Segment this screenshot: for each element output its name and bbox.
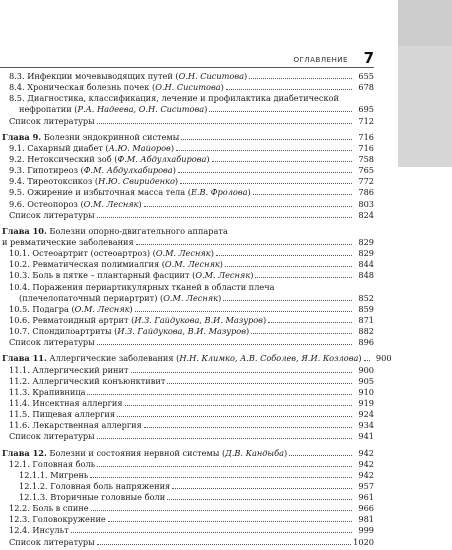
toc-entry[interactable] — [2, 293, 374, 304]
toc-entry-title — [9, 116, 95, 127]
dot-leader — [255, 270, 352, 278]
dot-leader — [97, 337, 352, 345]
toc-page-number: 924 — [358, 409, 374, 420]
toc-entry[interactable] — [2, 398, 374, 409]
toc-entry-text: Список литературы — [9, 536, 95, 547]
toc-page-number: 829 — [358, 236, 374, 247]
toc-entry-title — [19, 470, 88, 481]
dot-leader — [176, 143, 352, 151]
toc-entry-author: Е.В. Фролова — [190, 187, 248, 198]
toc-entry[interactable] — [2, 143, 374, 154]
page-number: 7 — [363, 49, 374, 67]
toc-entry-title — [2, 448, 287, 459]
toc-page-number: 919 — [358, 397, 374, 408]
toc-entry-punct: ) — [283, 447, 288, 458]
toc-entry[interactable] — [2, 154, 374, 165]
dot-leader — [90, 470, 352, 478]
dot-leader — [125, 398, 353, 406]
toc-entry-punct: ) — [358, 353, 362, 364]
chapter-number: Глава 12. — [2, 447, 47, 458]
toc-entry-punct: ) — [244, 71, 248, 81]
toc-entry[interactable] — [2, 71, 374, 82]
toc-entry-author: Д.В. Кандыба — [225, 447, 284, 458]
toc-entry-title — [2, 132, 179, 143]
toc-entry-text: 11.6. Лекарственная аллергия — [9, 420, 142, 431]
dot-leader — [87, 387, 352, 395]
page-edge-margin — [398, 46, 452, 167]
toc-page-number: 942 — [358, 458, 374, 469]
toc-entry[interactable] — [2, 270, 374, 281]
toc-entry[interactable] — [2, 337, 374, 348]
toc-entry-title: 8.5. Диагностика, классификация, лечение и профилактика диабетической — [9, 93, 339, 104]
toc-entry[interactable] — [2, 470, 374, 481]
toc-entry[interactable] — [2, 199, 374, 210]
toc-page-number: 1020 — [353, 536, 374, 547]
toc-entry-title — [9, 304, 133, 315]
toc-entry-punct: ) — [129, 303, 133, 314]
toc-entry[interactable] — [2, 409, 374, 420]
toc-page-number: 844 — [358, 259, 374, 270]
toc-entry[interactable] — [2, 237, 374, 248]
toc-entry-punct: ) — [247, 187, 251, 198]
dot-leader — [131, 365, 353, 373]
toc-entry[interactable] — [2, 304, 374, 315]
toc-entry-text: 9.4. Тиреотоксикоз ( — [9, 176, 99, 187]
toc-entry-title — [9, 187, 251, 198]
toc-page-number: 786 — [358, 187, 374, 198]
dot-leader — [268, 315, 352, 323]
toc-page-number: 966 — [358, 503, 374, 514]
toc-page-number: 678 — [358, 82, 374, 93]
toc-chapter-heading[interactable] — [2, 448, 374, 459]
toc-entry-punct: ) — [174, 176, 179, 187]
chapter-number: Глава 9. — [2, 131, 42, 142]
toc-page-number: 900 — [358, 364, 374, 375]
toc-entry-punct: ) — [262, 314, 267, 325]
toc-entry[interactable] — [2, 481, 374, 492]
dot-leader — [136, 237, 352, 245]
toc-page-number: 882 — [358, 326, 374, 337]
toc-entry-author: О.Н. Сиситова — [178, 71, 245, 81]
toc-entry-punct: ) — [218, 292, 222, 303]
dot-leader — [167, 376, 352, 384]
toc-entry[interactable] — [2, 326, 374, 337]
toc-entry-title — [9, 514, 106, 525]
dot-leader — [249, 71, 352, 79]
dot-leader — [97, 116, 352, 124]
toc-page-number: 981 — [358, 514, 374, 525]
dot-leader — [135, 304, 352, 312]
toc-entry[interactable] — [2, 259, 374, 270]
toc-entry-title — [19, 293, 221, 304]
dot-leader — [167, 492, 352, 500]
toc-entry-title — [9, 165, 176, 176]
toc-entry-punct: ) — [246, 326, 250, 337]
dot-leader — [91, 503, 352, 511]
toc-chapter-heading[interactable] — [2, 353, 392, 364]
dot-leader — [209, 104, 352, 112]
toc-entry[interactable] — [2, 116, 374, 127]
toc-page-number: 824 — [358, 209, 374, 220]
toc-page-number: 859 — [358, 303, 374, 314]
toc-entry[interactable] — [2, 376, 374, 387]
toc-entry-punct: ) — [219, 259, 223, 270]
toc-entry-title — [19, 104, 207, 115]
toc-entry-punct: ) — [210, 248, 214, 259]
toc-page-number: 900 — [375, 353, 392, 364]
toc-page-number: 852 — [358, 292, 374, 303]
toc-entry-title — [19, 492, 165, 503]
toc-entry-text: 10.2. Ревматическая полимиалгия ( — [9, 259, 165, 270]
toc-entry-title — [9, 420, 142, 431]
toc-entry[interactable] — [2, 492, 374, 503]
toc-entry-text: 9.5. Ожирение и избыточная масса тела ( — [9, 187, 191, 198]
toc-entry-author: Ф.М. Абдулхабирова — [117, 153, 207, 164]
toc-entry-text: и ревматические заболевания — [2, 236, 134, 247]
toc-entry-text: 10.5. Подагра ( — [9, 303, 75, 314]
dot-leader — [97, 459, 352, 467]
toc-entry-title — [9, 365, 129, 376]
toc-entry-title — [9, 315, 266, 326]
toc-page-number: 772 — [358, 176, 374, 187]
dot-leader — [251, 326, 352, 334]
page-header — [0, 49, 374, 67]
toc-entry-text: 11.1. Аллергический ринит — [9, 364, 129, 375]
toc-entry-title — [9, 537, 95, 548]
toc-entry-title — [9, 459, 95, 470]
toc-entry-text: 8.3. Инфекции мочевыводящих путей ( — [9, 71, 179, 81]
toc-entry-title — [9, 337, 95, 348]
table-of-contents — [2, 71, 392, 548]
dot-leader — [225, 259, 352, 267]
toc-entry-author: И.З. Гайдукова, В.И. Мазуров — [134, 314, 263, 325]
dot-leader — [223, 293, 352, 301]
dot-leader — [216, 248, 352, 256]
toc-chapter-heading — [2, 226, 374, 237]
toc-entry-title — [9, 431, 95, 442]
toc-entry-text: 12.3. Головокружение — [9, 514, 106, 525]
toc-entry-title — [9, 143, 174, 154]
toc-entry[interactable] — [2, 104, 374, 115]
toc-page-number: 999 — [358, 525, 374, 536]
toc-entry-author: О.Н. Сиситова — [155, 82, 221, 93]
toc-entry-text: Список литературы — [9, 337, 95, 348]
toc-page-number: 896 — [358, 337, 374, 348]
toc-page-number: 934 — [358, 420, 374, 431]
toc-page-number: 695 — [358, 104, 374, 115]
toc-page-number: 655 — [358, 71, 374, 81]
toc-entry[interactable] — [2, 514, 374, 525]
toc-entry[interactable] — [2, 165, 374, 176]
page-edge-tab — [398, 0, 452, 46]
toc-entry-text: 10.1. Остеоартрит (остеоартроз) ( — [9, 248, 156, 259]
toc-entry[interactable] — [2, 248, 374, 259]
toc-entry-author: О.М. Лесняк — [83, 198, 139, 209]
toc-entry[interactable] — [2, 187, 374, 198]
toc-entry-author: А.Ю. Майоров — [108, 142, 171, 153]
dot-leader — [144, 199, 352, 207]
toc-page-number: 803 — [358, 198, 374, 209]
toc-entry-text: Болезни и состояния нервной системы ( — [46, 447, 226, 458]
toc-entry-text: 10.6. Ревматоидный артрит ( — [9, 314, 135, 325]
toc-entry-text: 12.1. Головная боль — [9, 458, 96, 469]
dot-leader — [97, 431, 352, 439]
toc-entry-text: 9.3. Гипотиреоз ( — [9, 165, 84, 176]
toc-page-number: 716 — [358, 142, 374, 153]
toc-entry[interactable] — [2, 420, 374, 431]
toc-entry[interactable] — [2, 525, 374, 536]
toc-entry-text: 12.2. Боль в спине — [9, 503, 89, 514]
toc-entry-title — [2, 237, 134, 248]
dot-leader — [226, 82, 352, 90]
toc-entry-title — [19, 481, 170, 492]
toc-entry-text: 12.1.3. Вторичные головные боли — [19, 492, 166, 503]
toc-entry-text: нефропатии ( — [19, 104, 78, 115]
dot-leader — [180, 176, 352, 184]
dot-leader — [117, 409, 352, 417]
toc-entry[interactable] — [2, 387, 374, 398]
toc-entry-title — [9, 270, 253, 281]
toc-entry-title — [9, 525, 69, 536]
running-header-label: ОГЛАВЛЕНИЕ — [293, 55, 348, 64]
toc-entry-title — [9, 503, 89, 514]
dot-leader — [253, 187, 352, 195]
dot-leader — [212, 154, 352, 162]
toc-entry[interactable] — [2, 431, 374, 442]
toc-page-number: 829 — [358, 248, 374, 259]
toc-entry-punct: ) — [172, 165, 176, 176]
toc-entry-title — [9, 210, 95, 221]
toc-page-number: 941 — [358, 431, 374, 442]
toc-entry[interactable] — [2, 537, 374, 548]
toc-entry-text: Список литературы — [9, 431, 95, 442]
toc-chapter-heading[interactable] — [2, 132, 374, 143]
toc-entry-author: О.М. Лесняк — [164, 259, 220, 270]
toc-entry-punct: ) — [220, 82, 224, 93]
toc-entry-author: И.З. Гайдукова, В.И. Мазуров — [117, 326, 246, 337]
header-rule — [0, 67, 374, 68]
toc-page-number: 848 — [358, 270, 374, 281]
toc-entry-text: Болезни эндокринной системы — [41, 131, 180, 142]
toc-entry-text: 10.3. Боль в пятке – плантарный фасциит ( — [9, 270, 196, 281]
toc-page-number: 905 — [358, 375, 374, 386]
toc-entry[interactable] — [2, 315, 374, 326]
toc-entry-text: 9.6. Остеопороз ( — [9, 198, 84, 209]
toc-entry[interactable] — [2, 210, 374, 221]
dot-leader — [181, 132, 352, 140]
toc-entry-punct: ) — [250, 270, 254, 281]
dot-leader — [97, 537, 351, 545]
dot-leader — [97, 210, 352, 218]
toc-entry-text: 11.4. Инсектная аллергия — [9, 397, 123, 408]
toc-entry-author: О.М. Лесняк — [155, 248, 211, 259]
toc-entry-title — [9, 387, 85, 398]
toc-entry-text: 9.2. Нетоксический зоб ( — [9, 153, 118, 164]
toc-entry-text: 12.1.2. Головная боль напряжения — [19, 480, 171, 491]
toc-entry-title — [9, 376, 165, 387]
toc-entry-text: 12.4. Инсульт — [9, 525, 69, 536]
toc-entry-author: О.М. Лесняк — [163, 292, 219, 303]
toc-entry-line — [2, 282, 374, 293]
toc-page-number: 942 — [358, 469, 374, 480]
toc-entry[interactable] — [2, 365, 374, 376]
toc-entry-punct: ) — [204, 104, 208, 115]
toc-entry-author: Н.Н. Климко, А.В. Соболев, Я.И. Козлова — [179, 353, 359, 364]
toc-entry-title — [9, 398, 123, 409]
toc-entry-title — [9, 326, 249, 337]
dot-leader — [172, 481, 352, 489]
toc-entry-text: 11.3. Крапивница — [9, 386, 86, 397]
toc-entry-text: Аллергические заболевания ( — [46, 353, 180, 364]
toc-page-number: 712 — [358, 115, 374, 126]
toc-entry-author: Р.А. Надеева, О.Н. Сиситова — [77, 104, 205, 115]
toc-entry[interactable] — [2, 82, 374, 93]
toc-entry-text: 8.4. Хроническая болезнь почек ( — [9, 82, 156, 93]
toc-entry-text: Список литературы — [9, 209, 95, 220]
toc-entry-title — [9, 199, 142, 210]
toc-page-number: 942 — [358, 447, 374, 458]
toc-entry-text: 11.2. Аллергический конъюнктивит — [9, 375, 166, 386]
toc-entry-title — [9, 71, 247, 82]
dot-leader — [289, 448, 352, 456]
toc-page-number: 716 — [358, 131, 374, 142]
toc-entry-title — [9, 176, 178, 187]
toc-entry-author: О.М. Лесняк — [74, 303, 130, 314]
dot-leader — [144, 420, 352, 428]
toc-entry-title: 10.4. Поражения периартикулярных тканей в области плеча — [9, 281, 275, 292]
toc-entry-punct: ) — [170, 142, 175, 153]
toc-entry-line — [2, 93, 374, 104]
toc-entry-text: 10.7. Спондилоартриты ( — [9, 326, 118, 337]
toc-entry-text: 12.1.1. Мигрень — [19, 469, 89, 480]
toc-entry-title: Болезни опорно-двигательного аппарата — [46, 225, 228, 236]
toc-entry-author: О.М. Лесняк — [195, 270, 251, 281]
toc-entry-text: Список литературы — [9, 115, 95, 126]
toc-page-number: 957 — [358, 480, 374, 491]
dot-leader — [108, 514, 352, 522]
toc-entry-title — [2, 353, 362, 364]
dot-leader — [178, 165, 352, 173]
toc-entry-title — [9, 409, 115, 420]
dot-leader — [364, 353, 370, 361]
toc-entry-punct: ) — [138, 198, 142, 209]
toc-entry-author: Н.Ю. Свириденко — [98, 176, 175, 187]
toc-entry-text: (плечелопаточный периартрит) ( — [19, 292, 164, 303]
toc-entry-title — [9, 82, 224, 93]
toc-entry-title — [9, 154, 210, 165]
toc-entry-title — [9, 259, 223, 270]
toc-page-number: 871 — [358, 314, 374, 325]
dot-leader — [71, 525, 352, 533]
toc-page-number: 765 — [358, 165, 374, 176]
toc-entry[interactable] — [2, 459, 374, 470]
toc-page-number: 961 — [358, 492, 374, 503]
chapter-number: Глава 10. — [2, 225, 47, 236]
toc-entry-title — [9, 248, 214, 259]
toc-page-number: 910 — [358, 386, 374, 397]
toc-entry-author: Ф.М. Абдулхабирова — [83, 165, 173, 176]
toc-entry[interactable] — [2, 176, 374, 187]
toc-entry-punct: ) — [206, 153, 210, 164]
toc-entry[interactable] — [2, 503, 374, 514]
toc-entry-text: 9.1. Сахарный диабет ( — [9, 142, 109, 153]
chapter-number: Глава 11. — [2, 353, 47, 364]
toc-page-number: 758 — [358, 153, 374, 164]
toc-entry-text: 11.5. Пищевая аллергия — [9, 409, 116, 420]
